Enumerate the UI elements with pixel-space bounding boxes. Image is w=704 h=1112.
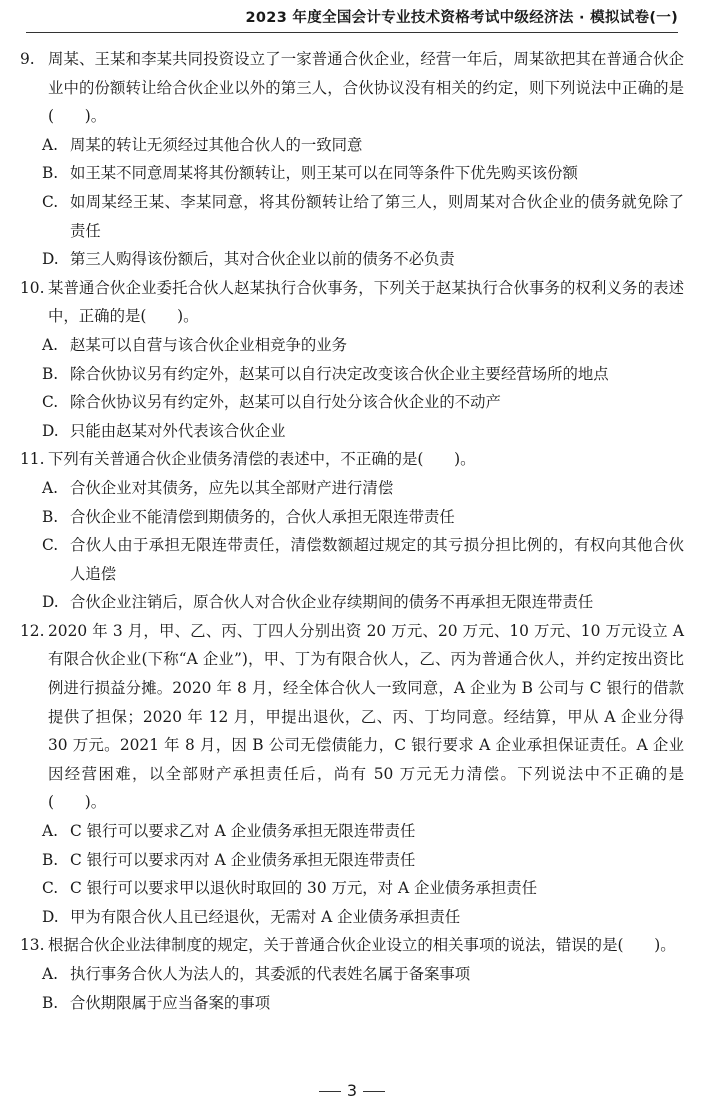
question-text: 周某、王某和李某共同投资设立了一家普通合伙企业，经营一年后，周某欲把其在普通合伙企业中的份额转让给合伙企业以外的第三人，合伙协议没有相关的约定，则下列说法中正确的是( )。	[48, 50, 684, 126]
question-block	[20, 274, 684, 446]
question-number: 11.	[20, 450, 45, 469]
option-item	[20, 159, 684, 188]
option-item	[20, 960, 684, 989]
option-item	[20, 903, 684, 932]
option-item	[20, 989, 684, 1018]
option-item	[20, 188, 684, 245]
option-text: 合伙企业对其债务，应先以其全部财产进行清偿	[70, 478, 394, 497]
option-text: 除合伙协议另有约定外，赵某可以自行处分该合伙企业的不动产	[70, 393, 501, 412]
option-text: 赵某可以自营与该合伙企业相竞争的业务	[70, 335, 348, 354]
footer-dash-left	[319, 1091, 341, 1092]
option-item	[20, 331, 684, 360]
question-stem	[20, 931, 684, 960]
question-stem	[20, 274, 684, 331]
option-text: C 银行可以要求乙对 A 企业债务承担无限连带责任	[70, 822, 416, 841]
footer-dash-right	[363, 1091, 385, 1092]
option-letter: A.	[42, 135, 59, 154]
question-list	[20, 45, 684, 1017]
option-text: 合伙企业不能清偿到期债务的，合伙人承担无限连带责任	[70, 507, 455, 526]
page-header: 2023 年度全国会计专业技术资格考试中级经济法 · 模拟试卷(一)	[26, 6, 678, 33]
option-text: C 银行可以要求甲以退伙时取回的 30 万元，对 A 企业债务承担责任	[70, 879, 538, 898]
option-text: 如王某不同意周某将其份额转让，则王某可以在同等条件下优先购买该份额	[70, 164, 578, 183]
question-stem	[20, 617, 684, 817]
question-text: 某普通合伙企业委托合伙人赵某执行合伙事务，下列关于赵某执行合伙事务的权利义务的表述中，正确的是( )。	[48, 278, 684, 326]
question-stem	[20, 445, 684, 474]
option-letter: B.	[42, 364, 59, 383]
option-letter: C.	[42, 393, 59, 412]
page-number: 3	[346, 1081, 358, 1100]
option-letter: B.	[42, 850, 59, 869]
question-block	[20, 617, 684, 932]
option-text: 除合伙协议另有约定外，赵某可以自行决定改变该合伙企业主要经营场所的地点	[70, 364, 609, 383]
question-block	[20, 931, 684, 1017]
question-number: 10.	[20, 278, 45, 297]
option-item	[20, 531, 684, 588]
option-letter: B.	[42, 993, 59, 1012]
option-letter: D.	[42, 421, 59, 440]
option-text: 第三人购得该份额后，其对合伙企业以前的债务不必负责	[70, 250, 455, 269]
option-item	[20, 874, 684, 903]
option-letter: A.	[42, 965, 59, 983]
question-block	[20, 445, 684, 617]
option-item	[20, 360, 684, 389]
option-item	[20, 503, 684, 532]
option-text: C 银行可以要求丙对 A 企业债务承担无限连带责任	[70, 850, 416, 869]
option-letter: C.	[42, 192, 59, 211]
option-letter: A.	[42, 335, 59, 354]
question-text: 根据合伙企业法律制度的规定，关于普通合伙企业设立的相关事项的说法，错误的是( )。	[48, 936, 676, 955]
option-item	[20, 846, 684, 875]
option-item	[20, 245, 684, 274]
question-number: 12.	[20, 621, 45, 640]
option-text: 甲为有限合伙人且已经退伙，无需对 A 企业债务承担责任	[70, 907, 461, 926]
page-footer	[0, 1081, 704, 1100]
option-item	[20, 474, 684, 503]
option-letter: D.	[42, 250, 59, 269]
option-letter: D.	[42, 907, 59, 926]
option-item	[20, 417, 684, 446]
option-letter: A.	[42, 478, 59, 497]
question-block	[20, 45, 684, 274]
option-text: 只能由赵某对外代表该合伙企业	[70, 421, 286, 440]
option-text: 合伙企业注销后，原合伙人对合伙企业存续期间的债务不再承担无限连带责任	[70, 593, 594, 612]
option-letter: C.	[42, 879, 59, 898]
option-text: 周某的转让无须经过其他合伙人的一致同意	[70, 135, 363, 154]
option-letter: A.	[42, 822, 59, 841]
option-letter: C.	[42, 536, 59, 555]
option-text: 合伙人由于承担无限连带责任，清偿数额超过规定的其亏损分担比例的，有权向其他合伙人追偿	[70, 536, 684, 583]
option-text: 合伙期限属于应当备案的事项	[70, 993, 271, 1012]
option-item	[20, 131, 684, 160]
option-item	[20, 817, 684, 846]
question-text: 下列有关普通合伙企业债务清偿的表述中，不正确的是( )。	[48, 450, 476, 469]
question-number: 9.	[20, 50, 35, 68]
option-item	[20, 388, 684, 417]
question-stem	[20, 45, 684, 131]
question-number: 13.	[20, 936, 45, 955]
question-text: 2020 年 3 月，甲、乙、丙、丁四人分别出资 20 万元、20 万元、10 万元、10 万元设立 A 有限合伙企业(下称“A 企业”)，甲、丁为有限合伙人，乙、丙为普通合伙人，并约定按出资比例进行损益分摊。2020 年 8 月，经全体合伙人一致同意，A 企业为 B 公司与 C 银行的借款提供了担保；2020 年 12 月，甲提出退伙，乙、丙、丁均同意。经结算，甲从 A 企业分得 30 万元。2021 年 8 月，因 B 公司无偿债能力，C 银行要求 A 企业承担保证责任。A 企业因经营困难，以全部财产承担责任后，尚有 50 万元无力清偿。下列说法中不正确的是( )。	[48, 621, 684, 812]
option-letter: D.	[42, 593, 59, 612]
option-text: 执行事务合伙人为法人的，其委派的代表姓名属于备案事项	[70, 965, 471, 983]
option-text: 如周某经王某、李某同意，将其份额转让给了第三人，则周某对合伙企业的债务就免除了责任	[70, 192, 684, 240]
option-letter: B.	[42, 164, 59, 183]
option-letter: B.	[42, 507, 59, 526]
option-item	[20, 588, 684, 617]
